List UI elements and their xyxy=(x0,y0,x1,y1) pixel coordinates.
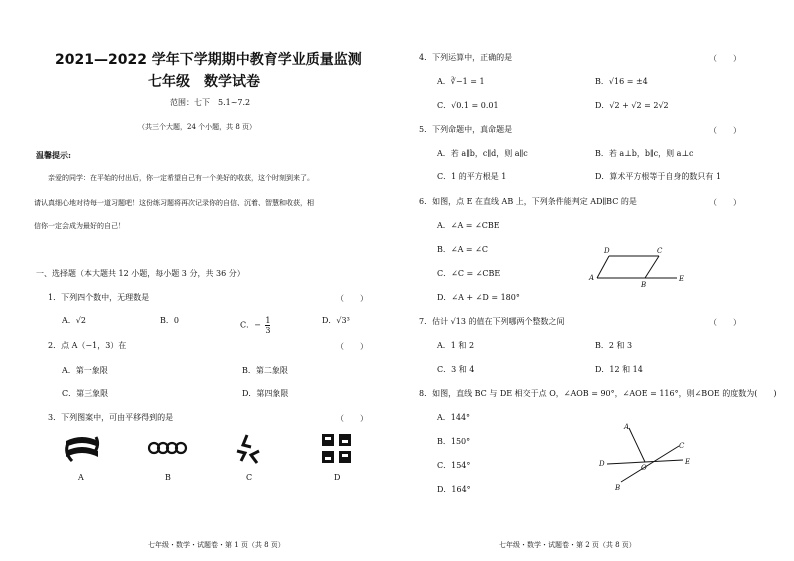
q3-label-c: C xyxy=(246,473,253,482)
q8-option-b: B．150° xyxy=(437,437,471,446)
q8-label-e: E xyxy=(685,458,691,466)
q5-option-c: C．1 的平方根是 1 xyxy=(437,172,507,181)
q3-label-b: B xyxy=(165,473,171,482)
tips-line-3: 信你一定会成为最好的自己！ xyxy=(34,222,125,230)
q1-stem: 1．下列四个数中，无理数是 xyxy=(48,293,150,302)
q8-label-c: C xyxy=(679,442,685,450)
q6-label-e: E xyxy=(679,275,685,283)
q1-option-d: D．√3³ xyxy=(322,316,350,325)
q1-fraction-num: 1 xyxy=(265,316,271,325)
q7-option-a: A．1 和 2 xyxy=(437,341,475,350)
q2-answer-paren[interactable]: （ ） xyxy=(336,342,368,351)
exam-scope: 范围：七下 5.1~7.2 xyxy=(170,98,251,107)
q1-option-c xyxy=(240,316,270,335)
q6-label-a: A xyxy=(589,274,595,282)
q4-stem: 4．下列运算中，正确的是 xyxy=(419,53,513,62)
q8-label-d: D xyxy=(599,460,605,468)
q6-label-b: B xyxy=(641,281,647,289)
q5-stem: 5．下列命题中，真命题是 xyxy=(419,125,513,134)
q6-label-c: C xyxy=(657,247,663,255)
q4-option-d: D．√2 + √2 = 2√2 xyxy=(595,101,669,110)
q6-label-d: D xyxy=(604,247,610,255)
q2-option-a: A．第一象限 xyxy=(62,366,108,375)
q5-option-d: D．算术平方根等于自身的数只有 1 xyxy=(595,172,722,181)
q7-option-d: D．12 和 14 xyxy=(595,365,643,374)
q7-option-c: C．3 和 4 xyxy=(437,365,475,374)
q5-answer-paren[interactable]: （ ） xyxy=(709,126,741,135)
q5-option-b: B．若 a⊥b，b∥c，则 a⊥c xyxy=(595,149,694,158)
q1-fraction xyxy=(265,316,270,335)
q2-option-b: B．第二象限 xyxy=(242,366,288,375)
q3-pattern-d-image xyxy=(320,432,354,466)
q4-option-c: C．√0.1 = 0.01 xyxy=(437,101,499,110)
q4-answer-paren[interactable]: （ ） xyxy=(709,54,741,63)
q8-label-b: B xyxy=(615,484,621,492)
tips-line-2: 请认真细心地对待每一道习题吧！这份练习题将再次记录你的自信、沉着、智慧和收获，相 xyxy=(34,199,314,207)
exam-info: （共三个大题，24 个小题，共 8 页） xyxy=(138,123,257,131)
section-1-heading xyxy=(36,269,245,279)
footer-page-1: 七年级・数学・试题卷・第 1 页（共 8 页） xyxy=(148,541,285,549)
q2-option-d: D．第四象限 xyxy=(242,389,289,398)
q1-option-b: B．0 xyxy=(160,316,179,325)
q3-stem: 3．下列图案中，可由平移得到的是 xyxy=(48,413,174,422)
q1-fraction-den: 3 xyxy=(265,326,271,335)
q8-option-c: C．154° xyxy=(437,461,471,470)
q8-option-d: D．164° xyxy=(437,485,471,494)
q6-stem: 6．如图，点 E 在直线 AB 上，下列条件能判定 AD∥BC 的是 xyxy=(419,197,637,206)
q6-option-b: B．∠A = ∠C xyxy=(437,245,488,254)
tips-heading: 温馨提示: xyxy=(36,150,71,160)
q1-option-a: A．√2 xyxy=(62,316,86,325)
q8-intersecting-lines-figure xyxy=(597,420,697,495)
footer-page-2: 七年级・数学・试题卷・第 2 页（共 8 页） xyxy=(499,541,636,549)
q1-option-c-label: C．− xyxy=(240,320,261,330)
q7-stem: 7．估计 √13 的值在下列哪两个整数之间 xyxy=(419,317,565,326)
q3-label-d: D xyxy=(334,473,341,482)
q6-answer-paren[interactable]: （ ） xyxy=(709,198,741,207)
q1-answer-paren[interactable]: （ ） xyxy=(336,294,368,303)
q3-pattern-b-image xyxy=(148,440,188,456)
q3-pattern-c-image xyxy=(233,433,263,465)
q3-answer-paren[interactable]: （ ） xyxy=(336,414,368,423)
exam-title: 2021—2022 学年下学期期中教育学业质量监测 xyxy=(55,52,362,68)
q8-stem: 8．如图，直线 BC 与 DE 相交于点 O，∠AOB = 90°，∠AOE = 116°，则∠BOE 的度数为( ) xyxy=(419,389,777,398)
q4-option-a: A．∛−1 = 1 xyxy=(437,77,485,86)
q8-label-a: A xyxy=(624,423,630,431)
tips-line-1: 亲爱的同学：在平始的付出后，你一定希望自己有一个美好的收获，这个时刻到来了。 xyxy=(48,174,314,182)
q3-label-a: A xyxy=(78,473,84,482)
q8-option-a: A．144° xyxy=(437,413,471,422)
q2-stem: 2．点 A（−1，3）在 xyxy=(48,341,127,350)
q6-option-d: D．∠A + ∠D = 180° xyxy=(437,293,520,302)
q6-parallelogram-figure xyxy=(587,244,697,290)
q2-option-c: C．第三象限 xyxy=(62,389,109,398)
q7-option-b: B．2 和 3 xyxy=(595,341,633,350)
page-right xyxy=(397,0,794,561)
exam-subtitle: 七年级 数学试卷 xyxy=(148,74,260,90)
q7-answer-paren[interactable]: （ ） xyxy=(709,318,741,327)
q8-label-o: O xyxy=(641,464,647,472)
q4-option-b: B．√16 = ±4 xyxy=(595,77,648,86)
q6-option-c: C．∠C = ∠CBE xyxy=(437,269,501,278)
q5-option-a: A．若 a∥b，c∥d，则 a∥c xyxy=(437,149,528,158)
q6-option-a: A．∠A = ∠CBE xyxy=(437,221,500,230)
section-1-text: 一、选择题（本大题共 12 小题，每小题 3 分，共 36 分） xyxy=(36,269,245,278)
q3-pattern-a-image xyxy=(62,433,102,465)
